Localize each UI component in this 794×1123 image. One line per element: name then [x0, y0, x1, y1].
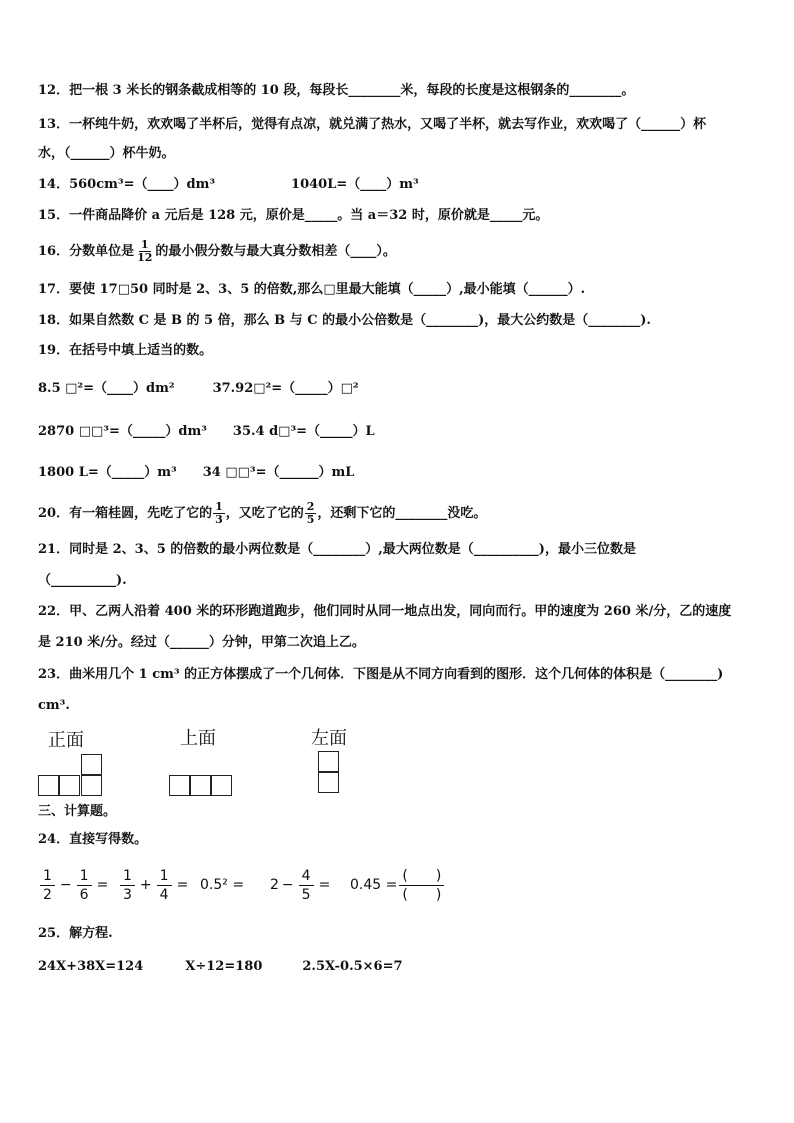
question-25-title: 25．解方程.	[38, 926, 113, 941]
question-14-b: 1040L=（____）m³	[291, 177, 419, 192]
cube-square	[190, 775, 211, 796]
question-16: 16．分数单位是 $\frac{1}{12}$ 的最小假分数与最大真分数相差（____）。	[38, 238, 396, 264]
question-18: 18．如果自然数 C 是 B 的 5 倍，那么 B 与 C 的最小公倍数是（________)，最大公约数是（________).	[38, 313, 651, 328]
question-14-a: 14．560cm³=（____）dm³	[38, 177, 216, 192]
question-19-row2: 2870 □□³=（_____）dm³ 35.4 d□³=（_____）L	[38, 424, 375, 439]
equation-2: X÷12=180	[185, 959, 263, 974]
expression-4: 2 − $\frac{4}{5}$ =	[270, 867, 331, 903]
expression-1: 1 2 − $\frac{1}{6}$ =	[38, 862, 111, 908]
question-20: 20．有一箱桂圆，先吃了它的 $\frac{1}{3}$ ，又吃了它的 $\frac{2}{5}$ ，还剩下它的________没吃。	[38, 500, 487, 526]
cube-square	[318, 751, 339, 772]
view-label-top: 上面	[180, 728, 216, 749]
question-13-line1: 13．一杯纯牛奶，欢欢喝了半杯后，觉得有点凉，就兑满了热水，又喝了半杯，就去写作业，欢欢喝了（______）杯	[38, 117, 707, 132]
question-19-row1: 8.5 □²=（____）dm² 37.92□²=（_____）□²	[38, 381, 359, 396]
fraction-2-5: $\frac{2}{5}$	[306, 500, 315, 526]
cube-square	[211, 775, 232, 796]
question-22-line1: 22．甲、乙两人沿着 400 米的环形跑道跑步，他们同时从同一地点出发，同向而行。甲的速度为 260 米/分，乙的速度	[38, 604, 732, 619]
question-24-title: 24．直接写得数。	[38, 832, 148, 847]
question-17: 17．要使 17□50 同时是 2、3、5 的倍数,那么□里最大能填（_____）,最小能填（______）.	[38, 282, 586, 297]
question-21-line2: （__________).	[38, 573, 127, 588]
cube-square	[81, 754, 102, 775]
question-23-line1: 23．曲米用几个 1 cm³ 的正方体摆成了一个几何体．下图是从不同方向看到的图形．这个几何体的体积是（________)	[38, 667, 724, 682]
cube-square	[318, 772, 339, 793]
cube-square	[59, 775, 80, 796]
section-3-title: 三、计算题。	[38, 804, 117, 819]
question-19-row3: 1800 L=（_____）m³ 34 □□³=（______）mL	[38, 465, 355, 480]
equation-3: 2.5X-0.5×6=7	[302, 959, 403, 974]
expression-3: 0.5² =	[200, 877, 245, 893]
cube-square	[169, 775, 190, 796]
expression-2: 1 3 + $\frac{1}{4}$ =	[118, 862, 191, 908]
question-15: 15．一件商品降价 a 元后是 128 元，原价是_____。当 a＝32 时，原价就是_____元。	[38, 208, 549, 223]
question-19-title: 19．在括号中填上适当的数。	[38, 343, 213, 358]
fraction-1-12: $\frac{1}{12}$	[137, 238, 153, 264]
question-24-expressions	[38, 862, 758, 908]
question-23-line2: cm³.	[38, 698, 70, 713]
view-label-left: 左面	[311, 728, 347, 749]
question-13-line2: 水，（______）杯牛奶。	[38, 146, 175, 161]
view-label-front: 正面	[48, 730, 84, 751]
question-22-line2: 是 210 米/分。经过（______）分钟，甲第二次追上乙。	[38, 635, 365, 650]
equation-1: 24X+38X=124	[38, 959, 144, 974]
question-21-line1: 21．同时是 2、3、5 的倍数的最小两位数是（________）,最大两位数是（__________)，最小三位数是	[38, 542, 636, 557]
fraction-1-3: $\frac{1}{3}$	[215, 500, 223, 526]
question-14	[38, 176, 419, 194]
cube-square	[38, 775, 59, 796]
question-25-equations	[38, 958, 403, 976]
expression-5: 0.45 = ( ) ( )	[350, 862, 446, 908]
question-12: 12．把一根 3 米长的钢条截成相等的 10 段，每段长________米，每段的长度是这根钢条的________。	[38, 83, 635, 98]
cube-square	[81, 775, 102, 796]
